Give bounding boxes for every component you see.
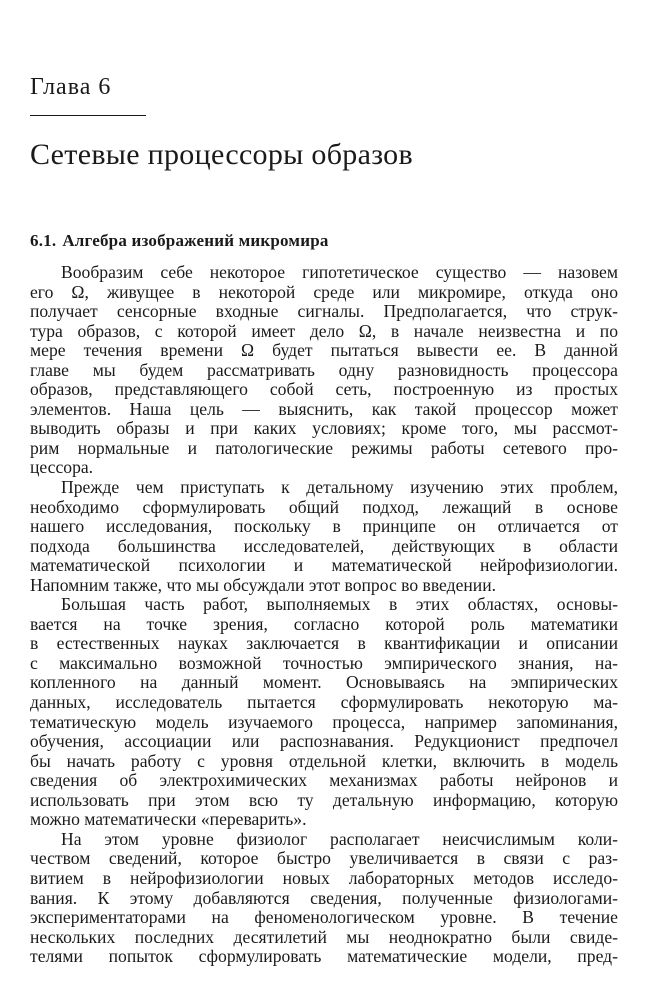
paragraph-line: использовать при этом всю ту детальную информацию, которую xyxy=(30,789,618,810)
paragraph-line: вания. К этому добавляются сведения, полученные физиологами- xyxy=(30,887,618,908)
paragraph-line: тематическую модель изучаемого процесса, например запоминания, xyxy=(30,711,618,732)
paragraph-line: получает сенсорные входные сигналы. Предполагается, что струк- xyxy=(30,301,618,322)
paragraph-line: нашего исследования, поскольку в принципе он отличается от xyxy=(30,516,618,537)
paragraph-line: необходимо сформулировать общий подход, лежащий в основе xyxy=(30,496,618,517)
paragraph-line: Напомним также, что мы обсуждали этот вопрос во введении. xyxy=(30,574,497,595)
paragraph-line: в естественных науках заключается в квантификации и описании xyxy=(30,633,618,654)
paragraph-line: чеством сведений, которое быстро увеличивается в связи с раз- xyxy=(30,848,618,869)
paragraph-line: цессора. xyxy=(30,457,94,478)
paragraph-line: телями попыток сформулировать математические модели, пред- xyxy=(30,946,618,967)
chapter-divider xyxy=(30,115,146,116)
paragraph-line: рим нормальные и патологические режимы работы сетевого про- xyxy=(30,437,618,458)
paragraph-line: с максимально возможной точностью эмпирического знания, на- xyxy=(30,652,618,673)
paragraph-line: нескольких последних десятилетий мы неоднократно были свиде- xyxy=(30,926,618,947)
paragraph-line: экспериментаторами на феноменологическом уровне. В течение xyxy=(30,907,618,928)
paragraph-line: выводить образы и при каких условиях; кроме того, мы рассмот- xyxy=(30,418,618,439)
paragraph-line: На этом уровне физиолог располагает неисчислимым коли- xyxy=(61,828,618,849)
paragraph-line: вается на точке зрения, согласно которой роль математики xyxy=(30,613,618,634)
paragraph-line: данных, исследователь пытается сформулировать некоторую ма- xyxy=(30,692,618,713)
paragraph-line: тура образов, с которой имеет дело Ω, в начале неизвестна и по xyxy=(30,320,618,341)
paragraph-line: Вообразим себе некоторое гипотетическое существо — назовем xyxy=(61,262,618,282)
paragraph-line: можно математически «переварить». xyxy=(30,809,307,830)
paragraph-line: бы начать работу с уровня отдельной клетки, включить в модель xyxy=(30,750,618,771)
paragraph-line: сведения об электрохимических механизмах работы нейронов и xyxy=(30,770,618,791)
paragraph-line: Прежде чем приступать к детальному изучению этих проблем, xyxy=(61,477,618,498)
paragraph-line: элементов. Наша цель — выяснить, как такой процессор может xyxy=(30,398,618,419)
paragraph-line: обучения, ассоциации или распознавания. Редукционист предпочел xyxy=(30,731,618,752)
paragraph-line: мере течения времени Ω будет пытаться вывести ее. В данной xyxy=(30,340,618,361)
section-title: Алгебра изображений микромира xyxy=(62,231,329,250)
chapter-title: Сетевые процессоры образов xyxy=(30,138,413,171)
paragraph-line: копленного на данный момент. Основываясь на эмпирических xyxy=(30,672,618,693)
paragraph-line: его Ω, живущее в некоторой среде или микромире, откуда оно xyxy=(30,281,618,302)
paragraph-line: подхода большинства исследователей, действующих в области xyxy=(30,535,618,556)
paragraph-line: главе мы будем рассматривать одну разновидность процессора xyxy=(30,359,618,380)
paragraph-line: математической психологии и математической нейрофизиологии. xyxy=(30,555,618,576)
paragraph-line: образов, представляющего собой сеть, построенную из простых xyxy=(30,379,618,400)
body-text xyxy=(30,263,618,967)
section-number: 6.1. xyxy=(30,231,57,250)
paragraph-line: витием в нейрофизиологии новых лабораторных методов исследо- xyxy=(30,867,618,888)
paragraph-line: Большая часть работ, выполняемых в этих областях, основы- xyxy=(61,594,618,615)
section-heading xyxy=(30,230,329,252)
chapter-label: Глава 6 xyxy=(30,74,112,100)
